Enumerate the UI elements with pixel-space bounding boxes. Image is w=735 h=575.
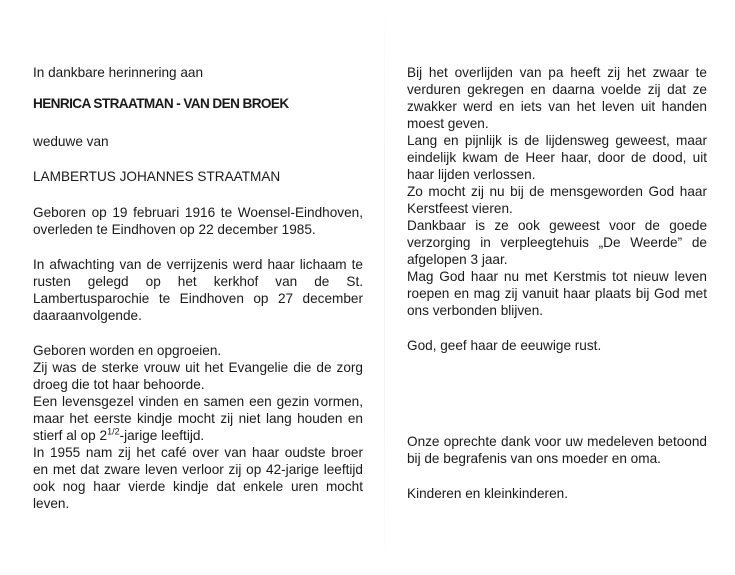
deceased-name: HENRICA STRAATMAN - VAN DEN BROEK — [33, 96, 289, 111]
paragraph-1: Bij het overlijden van pa heeft zij het zwaar te verduren gekregen en daarna voelde zij dat ze zwakker werd en iets van het leven uit handen moest geven. — [407, 65, 707, 131]
right-column — [407, 64, 707, 502]
fold-line — [384, 0, 385, 575]
widow-line: weduwe van — [33, 134, 109, 149]
life-line-3 — [33, 393, 363, 444]
life-line-4: In 1955 nam zij het café over van haar oudste broer en met dat zware leven verloor zij op 42-jarige leeftijd ook nog haar vierde kindje dat enkele uren mocht leven. — [33, 445, 363, 511]
life-line-3-end: -jarige leeftijd. — [119, 428, 205, 443]
birth-death-paragraph: Geboren op 19 februari 1916 te Woensel-Eindhoven, overleden te Eindhoven op 22 december 1985. — [33, 205, 363, 237]
paragraph-4: Dankbaar is ze ook geweest voor de goede verzorging in verpleegtehuis „De Weerde” de afgelopen 3 jaar. — [407, 218, 707, 267]
left-column — [33, 64, 363, 512]
life-line-3-text: Een levensgezel vinden en samen een gezin vormen, maar het eerste kindje mocht zij niet lang houden en stierf al op 2 — [33, 394, 363, 443]
prayer-line: God, geef haar de eeuwige rust. — [407, 338, 602, 353]
fraction-half: 1/2 — [107, 426, 120, 437]
paragraph-3: Zo mocht zij nu bij de mensgeworden God haar Kerstfeest vieren. — [407, 184, 707, 216]
paragraph-2: Lang en pijnlijk is de lijdensweg geweest, maar eindelijk kwam de Heer haar, door de dood, uit haar lijden verlossen. — [407, 133, 707, 182]
life-line-2: Zij was de sterke vrouw uit het Evangelie die de zorg droeg die tot haar behoorde. — [33, 360, 363, 392]
intro-line: In dankbare herinnering aan — [33, 65, 204, 80]
thanks-paragraph: Onze oprechte dank voor uw medeleven betoond bij de begrafenis van ons moeder en oma. — [407, 434, 707, 466]
life-line-1: Geboren worden en opgroeien. — [33, 343, 222, 358]
paragraph-5: Mag God haar nu met Kerstmis tot nieuw leven roepen en mag zij vanuit haar plaats bij God met ons verbonden blijven. — [407, 269, 707, 318]
husband-name: LAMBERTUS JOHANNES STRAATMAN — [33, 169, 281, 184]
signature-line: Kinderen en kleinkinderen. — [407, 486, 568, 501]
burial-paragraph: In afwachting van de verrijzenis werd haar lichaam te rusten gelegd op het kerkhof van de St. Lambertusparochie te Eindhoven op 27 december daaraanvolgende. — [33, 257, 363, 323]
